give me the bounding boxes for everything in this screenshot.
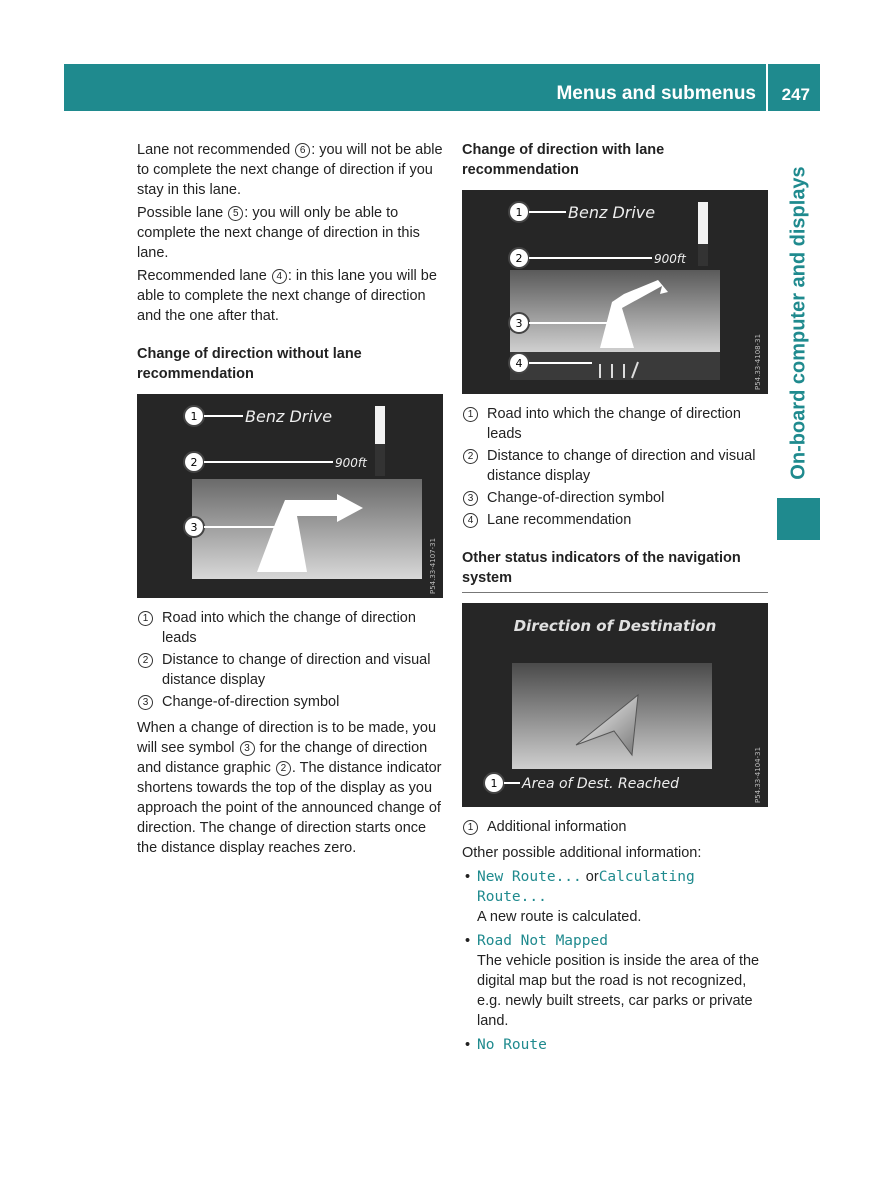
legend-item: 3 Change-of-direction symbol bbox=[137, 692, 447, 712]
paragraph-recommended-lane: Recommended lane 4 : in this lane you will be able to complete the next change of direction and the one after that. bbox=[137, 268, 437, 324]
figure-code: P54.33-4107-31 bbox=[429, 537, 437, 594]
chapter-tab-label: On-board computer and displays bbox=[787, 165, 810, 480]
list-item bbox=[462, 1035, 768, 1055]
header-divider bbox=[766, 64, 768, 111]
paragraph-when-change: When a change of direction is to be made, you will see symbol 3 for the change of direction and distance graphic 2 . The distance indicator shortens towards the top of the display as you approach the point of the announced change of direction. The change of direction starts once the distance display reaches zero. bbox=[137, 720, 442, 856]
distance-bar bbox=[698, 202, 708, 244]
legend-item: 3 Change-of-direction symbol bbox=[462, 488, 768, 508]
figure-code: P54.33-4104-31 bbox=[754, 746, 762, 803]
legend-item: 4 Lane recommendation bbox=[462, 510, 768, 530]
legend-list bbox=[462, 404, 768, 530]
legend-list bbox=[462, 817, 768, 837]
paragraph-possible-lane: Possible lane 5 : you will only be able to complete the next change of direction in this lane. bbox=[137, 205, 420, 261]
lane-strip bbox=[510, 352, 720, 380]
chapter-tab bbox=[777, 155, 821, 490]
callout-number: 6 bbox=[295, 143, 310, 158]
figure-change-of-direction-display bbox=[137, 394, 443, 598]
page-number: 247 bbox=[781, 85, 810, 104]
callout-number: 3 bbox=[240, 741, 255, 756]
paragraph-other-info: Other possible additional information: bbox=[462, 845, 702, 861]
list-item: • New Route... orCalculating Route... bbox=[462, 867, 768, 907]
section-title: Menus and submenus bbox=[556, 83, 756, 104]
navigation-display-illustration bbox=[462, 603, 768, 807]
figure-code: P54.33-4108-31 bbox=[754, 333, 762, 390]
callout-number: 2 bbox=[276, 761, 291, 776]
svg-text:3: 3 bbox=[515, 317, 523, 330]
heading-other-status-indicators: Other status indicators of the navigation system bbox=[462, 548, 768, 593]
fig3-info-label: Area of Dest. Reached bbox=[522, 776, 679, 792]
fig2-road-label: Benz Drive bbox=[568, 203, 656, 222]
legend-list bbox=[137, 608, 447, 712]
svg-text:1: 1 bbox=[515, 206, 523, 219]
figure-status-indicator-display bbox=[462, 603, 768, 807]
heading-with-lane-recommendation: Change of direction with lane recommendation bbox=[462, 142, 665, 178]
callout-number: 4 bbox=[272, 269, 287, 284]
svg-text:1: 1 bbox=[490, 777, 498, 790]
list-item bbox=[462, 931, 768, 951]
svg-text:1: 1 bbox=[190, 410, 198, 423]
heading-without-lane-recommendation: Change of direction without lane recommendation bbox=[137, 346, 362, 382]
list-item-description: A new route is calculated. bbox=[477, 909, 642, 925]
legend-item: 1 Road into which the change of direction leads bbox=[137, 608, 447, 648]
display-message: Calculating Route... bbox=[477, 869, 695, 905]
legend-item: 1 Additional information bbox=[462, 817, 768, 837]
svg-text:3: 3 bbox=[190, 521, 198, 534]
fig1-distance-label: 900ft bbox=[335, 456, 367, 470]
display-message: New Route... bbox=[477, 869, 582, 885]
road-area bbox=[192, 479, 422, 579]
legend-item: 1 Road into which the change of direction leads bbox=[462, 404, 768, 444]
distance-bar bbox=[375, 406, 385, 444]
legend-item: 2 Distance to change of direction and visual distance display bbox=[462, 446, 768, 486]
callout-number: 5 bbox=[228, 206, 243, 221]
navigation-display-illustration bbox=[137, 394, 443, 598]
paragraph-lane-not-recommended: Lane not recommended 6 : you will not be able to complete the next change of direction if you stay in this lane. bbox=[137, 142, 443, 198]
fig1-road-label: Benz Drive bbox=[245, 407, 333, 426]
svg-text:2: 2 bbox=[515, 252, 523, 265]
chapter-tab-marker bbox=[777, 498, 820, 540]
left-column bbox=[137, 140, 447, 861]
list-item-description: The vehicle position is inside the area of the digital map but the road is not recognized, e.g. newly built streets, car parks or private land. bbox=[477, 953, 760, 1029]
legend-item: 2 Distance to change of direction and visual distance display bbox=[137, 650, 447, 690]
fig2-distance-label: 900ft bbox=[654, 252, 686, 266]
svg-text:2: 2 bbox=[190, 456, 198, 469]
right-column bbox=[462, 140, 768, 1055]
fig3-title: Direction of Destination bbox=[513, 617, 717, 635]
display-message: No Route bbox=[477, 1037, 547, 1053]
header-bar bbox=[64, 64, 820, 111]
navigation-display-illustration bbox=[462, 190, 768, 394]
svg-text:4: 4 bbox=[515, 357, 523, 370]
figure-lane-recommendation-display bbox=[462, 190, 768, 394]
display-message: Road Not Mapped bbox=[477, 933, 608, 949]
